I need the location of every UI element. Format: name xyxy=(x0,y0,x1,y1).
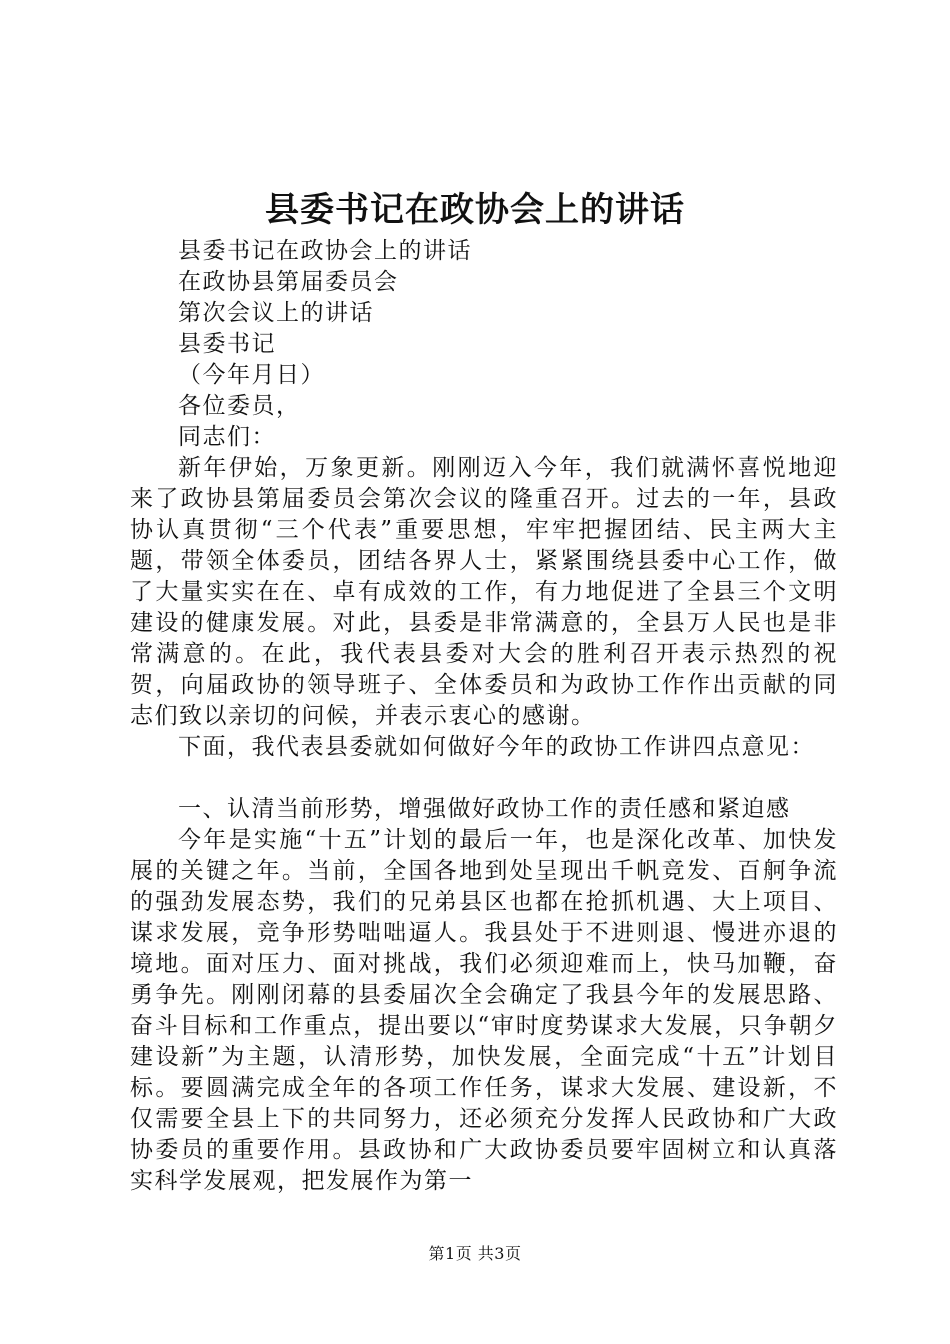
section-heading-1: 一、认清当前形势，增强做好政协工作的责任感和紧迫感 xyxy=(178,796,791,822)
document-body xyxy=(130,236,838,1197)
paragraph-section-1: 今年是实施“十五”计划的最后一年，也是深化改革、加快发展的关键之年。当前，全国各地到处呈现出千帆竞发、百舸争流的强劲发展态势，我们的兄弟县区也都在抢抓机遇、大上项目、谋求发展，竞争形势咄咄逼人。我县处于不进则退、慢进亦退的境地。面对压力、面对挑战，我们必须迎难而上，快马加鞭，奋勇争先。刚刚闭幕的县委届次全会确定了我县今年的发展思路、奋斗目标和工作重点，提出要以“审时度势谋求大发展，只争朝夕建设新”为主题，认清形势，加快发展，全面完成“十五”计划目标。要圆满完成全年的各项工作任务，谋求大发展、建设新，不仅需要全县上下的共同努力，还必须充分发挥人民政协和广大政协委员的重要作用。县政协和广大政协委员要牢固树立和认真落实科学发展观，把发展作为第一 xyxy=(130,827,838,1194)
salutation-members: 各位委员， xyxy=(178,393,301,419)
paragraph-opening: 新年伊始，万象更新。刚刚迈入今年，我们就满怀喜悦地迎来了政协县第届委员会第次会议的隆重召开。过去的一年，县政协认真贯彻“三个代表”重要思想，牢牢把握团结、民主两大主题，带领全体委员，团结各界人士，紧紧围绕县委中心工作，做了大量实实在在、卓有成效的工作，有力地促进了全县三个文明建设的健康发展。对此，县委是非常满意的，全县万人民也是非常满意的。在此，我代表县委对大会的胜利召开表示热烈的祝贺，向届政协的领导班子、全体委员和为政协工作作出贡献的同志们致以亲切的问候，并表示衷心的感谢。 xyxy=(130,455,838,729)
salutation-comrades: 同志们： xyxy=(178,424,276,450)
page-footer: 第1页 共3页 xyxy=(428,1244,522,1263)
preamble-line-date: （今年月日） xyxy=(178,362,325,388)
paragraph-intro-points: 下面，我代表县委就如何做好今年的政协工作讲四点意见： xyxy=(178,734,815,760)
document-title: 县委书记在政协会上的讲话 xyxy=(265,190,685,230)
preamble-line-title: 县委书记在政协会上的讲话 xyxy=(178,238,472,264)
preamble-line-session: 在政协县第届委员会 xyxy=(178,269,399,295)
preamble-line-speaker: 县委书记 xyxy=(178,331,276,357)
preamble-line-meeting: 第次会议上的讲话 xyxy=(178,300,374,326)
